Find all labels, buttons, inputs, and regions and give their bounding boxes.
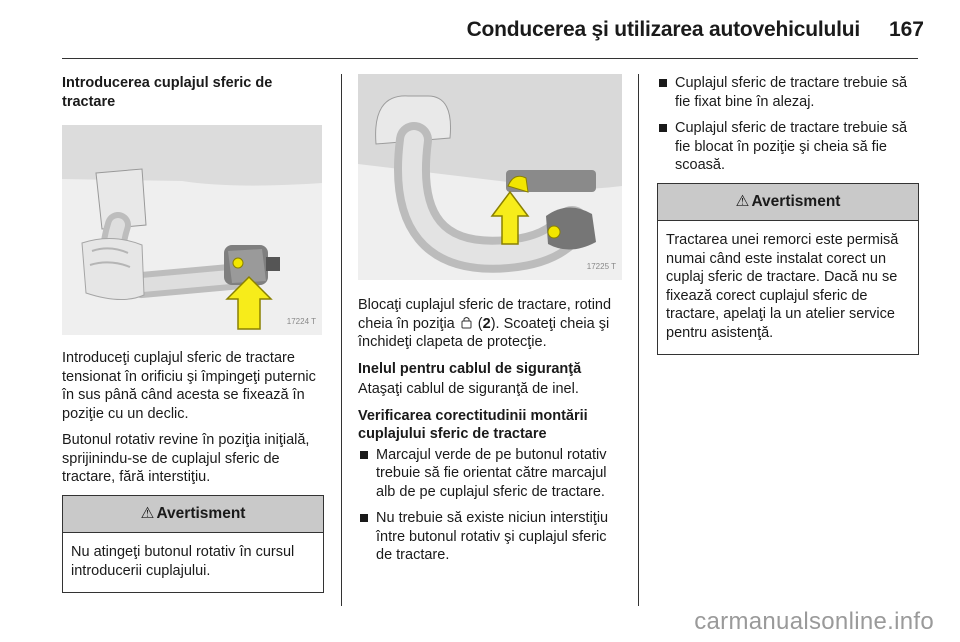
column-divider-left: [341, 74, 342, 606]
list-item: Cuplajul sferic de tractare trebuie să fie fixat bine în alezaj.: [657, 74, 919, 111]
section-heading-safety-cable: Inelul pentru cablul de siguranţă: [358, 360, 582, 377]
warning-triangle-icon: ⚠: [140, 504, 155, 522]
warning-title: Avertisment: [751, 192, 841, 210]
warning-box-insert: [62, 495, 324, 594]
list-item: Marcajul verde de pe butonul rotativ trebuie să fie orientat către marcajul alb de pe cuplajul sferic de tractare.: [358, 446, 624, 502]
warning-box-towing: [657, 183, 919, 356]
paragraph-lock-instructions: Blocaţi cuplajul sferic de tractare, rotind cheia în poziţia (2). Scoateţi cheia şi închideţi clapeta de protecţie.: [358, 297, 612, 350]
section-heading-check: Verificarea corectitudinii montării cuplajului sferic de tractare: [358, 407, 588, 442]
list-item: Cuplajul sferic de tractare trebuie să fie blocat în poziţie şi cheia să fie scoasă.: [657, 119, 919, 175]
figure-code: 17225 T: [586, 261, 616, 271]
page-number: 167: [888, 18, 924, 41]
column-2: [358, 74, 624, 573]
column-3: [657, 74, 919, 355]
watermark: carmanualsonline.info: [694, 608, 934, 635]
paragraph-rotary-knob: Butonul rotativ revine în poziţia iniţială, sprijinindu-se de cuplajul sferic de tractare, fără interstiţiu.: [62, 432, 310, 485]
column-divider-right: [638, 74, 639, 606]
tow-ball-insert-illustration: [62, 125, 322, 335]
column-1: [62, 74, 324, 593]
paragraph-insert-instructions: Introduceţi cuplajul sferic de tractare tensionat în orificiu şi împingeţi puternic în sus până când acesta se fixează în poziţie cu un declic.: [62, 350, 316, 422]
list-item: Nu trebuie să existe niciun interstiţiu între butonul rotativ şi cuplajul sferic de tractare.: [358, 509, 624, 565]
warning-title: Avertisment: [156, 504, 246, 522]
check-list-continued: [657, 74, 919, 175]
header-rule: [62, 58, 918, 59]
warning-header: [658, 184, 918, 222]
paragraph-safety-cable: Ataşaţi cablul de siguranţă de inel.: [358, 381, 579, 397]
section-heading-insert: Introducerea cuplajul sferic de tractare: [62, 75, 273, 110]
chapter-title: Conducerea şi utilizarea autovehiculului: [466, 18, 860, 41]
figure-insert-tow-ball: [62, 125, 322, 335]
figure-code: 17224 T: [286, 316, 316, 326]
warning-text: Nu atingeţi butonul rotativ în cursul introducerii cuplajului.: [71, 544, 295, 579]
warning-text: Tractarea unei remorci este permisă numai când este instalat corect un cuplaj sferic de tractare. Dacă nu se fixează corect cuplajul sferic de tractare, apelaţi la un atelier service pentru asistenţă.: [666, 232, 899, 341]
warning-header: [63, 496, 323, 534]
figure-lock-tow-ball: [358, 74, 622, 280]
position-number: 2: [482, 315, 491, 332]
warning-triangle-icon: ⚠: [735, 192, 750, 210]
tow-ball-lock-illustration: [358, 74, 622, 280]
locked-key-icon: [461, 316, 472, 329]
check-list: [358, 446, 624, 565]
